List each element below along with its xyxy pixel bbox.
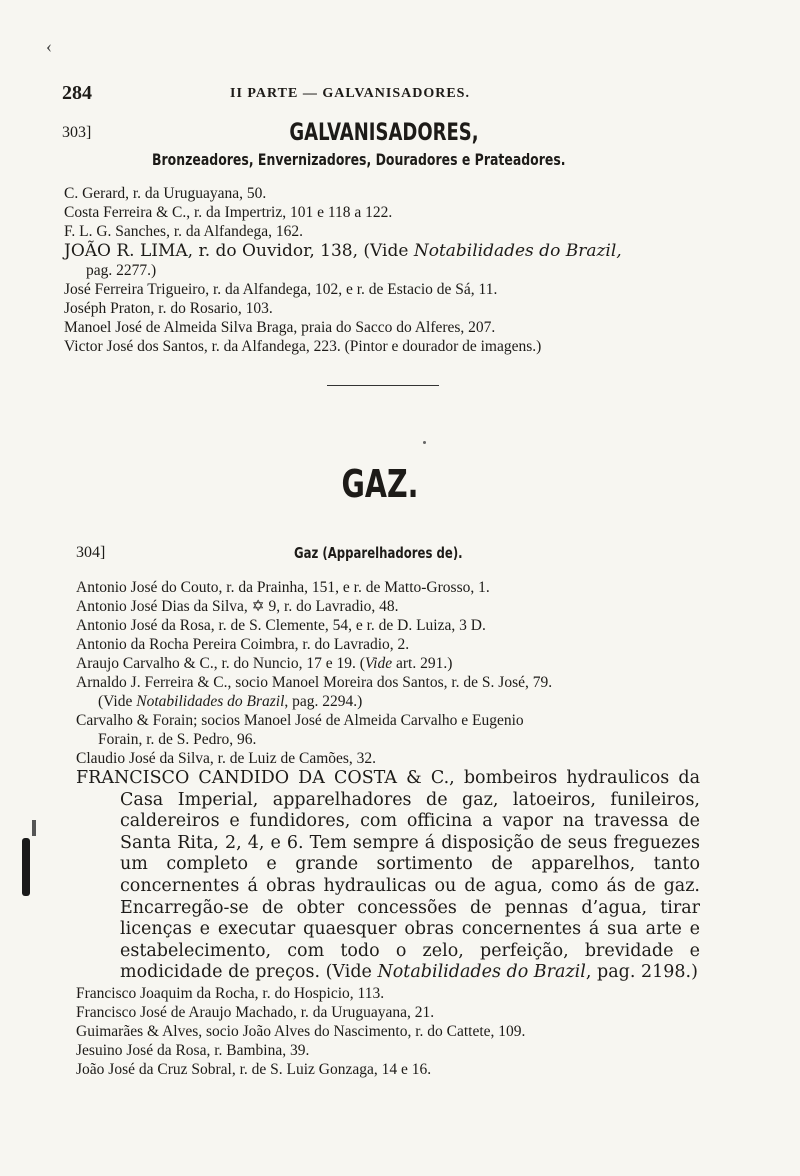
entry-text: FRANCISCO CANDIDO DA COSTA & C., bombeiros hydraulicos da Casa Imperial, apparelhadores de gaz, latoeiros, funileiros, caldereiros e fundidores, com officina a vapor na travessa de Santa Rita, 2, 4, e 6. Tem sempre á disposição de seus freguezes um completo e grande sortimento de apparelhos, tanto concernentes á obras hydraulicas ou de agua, como ás de gaz. Encarregão-se de obter concessões de pennas d’agua, tirar licenças e executar quaesquer obras concernentes á sua arte e estabelecimento, com todo o zelo, perfeição, brevidade e modicidade de preços. (Vide: [76, 768, 700, 983]
list-item-continuation: pag. 2277.): [86, 262, 157, 279]
running-header: [62, 82, 712, 108]
entry-text: , pag. 2294.): [284, 693, 363, 710]
list-item: F. L. G. Sanches, r. da Alfandega, 162.: [64, 223, 303, 240]
entry-italic: Vide: [364, 655, 393, 672]
list-item-continuation: [76, 692, 700, 711]
list-item: Antonio José da Rosa, r. de S. Clemente, 54, e r. de D. Luiza, 3 D.: [76, 617, 486, 634]
list-item: Antonio da Rocha Pereira Coimbra, r. do Lavradio, 2.: [76, 636, 410, 653]
section-number: 304]: [76, 544, 106, 561]
list-item: Manoel José de Almeida Silva Braga, praia do Sacco do Alferes, 207.: [64, 319, 496, 336]
section-divider: [327, 385, 439, 386]
list-item: Claudio José da Silva, r. de Luiz de Camões, 32.: [76, 750, 377, 767]
entry-italic: Notabilidades do Brazil: [377, 962, 586, 983]
entry-text: JOÃO R. LIMA, r. do Ouvidor, 138, (Vide: [64, 241, 414, 261]
entry-text: (Vide: [98, 693, 137, 710]
list-item: [76, 654, 700, 673]
gaz-list: [76, 578, 700, 1079]
section-subtitle: Bronzeadores, Envernizadores, Douradores e Prateadores.: [152, 150, 566, 169]
corner-mark: ‹: [46, 36, 52, 56]
galvanisadores-list: [64, 184, 744, 356]
section-subtitle: Gaz (Apparelhadores de).: [294, 544, 463, 562]
featured-entry: [76, 768, 700, 984]
list-item: Francisco José de Araujo Machado, r. da Uruguayana, 21.: [76, 1003, 435, 1021]
entry-italic: Notabilidades do Brazil,: [413, 241, 622, 261]
entry-text: art. 291.): [392, 655, 453, 672]
margin-ink-mark: [32, 820, 36, 836]
section-title: GALVANISADORES,: [289, 118, 479, 146]
margin-ink-mark: [22, 838, 30, 896]
entry-text: Araujo Carvalho & C., r. do Nuncio, 17 e 19. (: [76, 655, 365, 672]
list-item: [64, 241, 744, 261]
print-speck: [423, 441, 426, 444]
list-item: João José da Cruz Sobral, r. de S. Luiz Gonzaga, 14 e 16.: [76, 1060, 432, 1078]
entry-italic: Notabilidades do Brazil: [136, 693, 285, 710]
list-item: Antonio José Dias da Silva, ✡ 9, r. do Lavradio, 48.: [76, 598, 399, 615]
list-item: Carvalho & Forain; socios Manoel José de Almeida Carvalho e Eugenio: [76, 712, 524, 729]
list-item: Guimarães & Alves, socio João Alves do Nascimento, r. do Cattete, 109.: [76, 1022, 526, 1040]
entry-text: , pag. 2198.): [585, 962, 698, 983]
list-item: Costa Ferreira & C., r. da Impertriz, 101 e 118 a 122.: [64, 204, 393, 221]
running-title: II PARTE — GALVANISADORES.: [230, 86, 470, 101]
list-item: Antonio José do Couto, r. da Prainha, 151, e r. de Matto-Grosso, 1.: [76, 579, 490, 596]
list-item: Victor José dos Santos, r. da Alfandega, 223. (Pintor e dourador de imagens.): [64, 338, 542, 355]
list-item: Francisco Joaquim da Rocha, r. do Hospicio, 113.: [76, 984, 385, 1002]
list-item: Jesuino José da Rosa, r. Bambina, 39.: [76, 1041, 310, 1059]
list-item: Arnaldo J. Ferreira & C., socio Manoel Moreira dos Santos, r. de S. José, 79.: [76, 674, 553, 691]
list-item: José Ferreira Trigueiro, r. da Alfandega, 102, e r. de Estacio de Sá, 11.: [64, 281, 498, 298]
list-item-continuation: Forain, r. de S. Pedro, 96.: [98, 731, 257, 748]
section-number: 303]: [62, 124, 92, 141]
list-item: C. Gerard, r. da Uruguayana, 50.: [64, 185, 267, 202]
section-title: GAZ.: [341, 462, 419, 506]
list-item: Joséph Praton, r. do Rosario, 103.: [64, 300, 273, 317]
page-number: 284: [62, 82, 92, 104]
